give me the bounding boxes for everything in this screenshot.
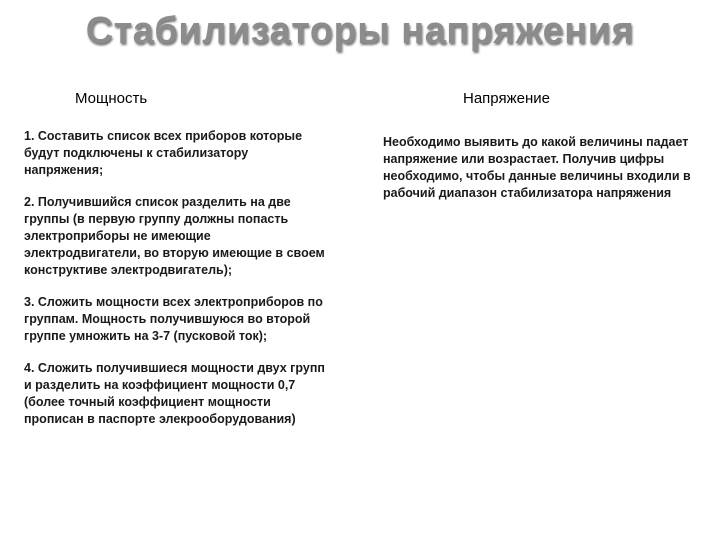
voltage-heading: Напряжение — [463, 90, 550, 107]
power-step-2: 2. Получившийся список разделить на две группы (в первую группу должны попасть электроприборы не имеющие электродвигатели, во вторую имеющие в своем конструктиве электродвигатель); — [24, 195, 325, 277]
power-heading: Мощность — [75, 90, 148, 107]
power-step-4: 4. Сложить получившиеся мощности двух групп и разделить на коэффициент мощности 0,7 (более точный коэффициент мощности прописан в паспорте элекрооборудования) — [24, 361, 325, 426]
power-step-1: 1. Составить список всех приборов которые будут подключены к стабилизатору напряжения; — [24, 129, 303, 177]
power-steps-list — [24, 128, 329, 443]
power-step-3: 3. Сложить мощности всех электроприборов по группам. Мощность получившуюся во второй группе умножить на 3-7 (пусковой ток); — [24, 295, 323, 343]
slide-title: Стабилизаторы напряжения — [85, 10, 635, 52]
voltage-description: Необходимо выявить до какой величины падает напряжение или возрастает. Получив цифры необходимо, чтобы данные величины входили в рабочий диапазон стабилизатора напряжения — [383, 135, 691, 200]
